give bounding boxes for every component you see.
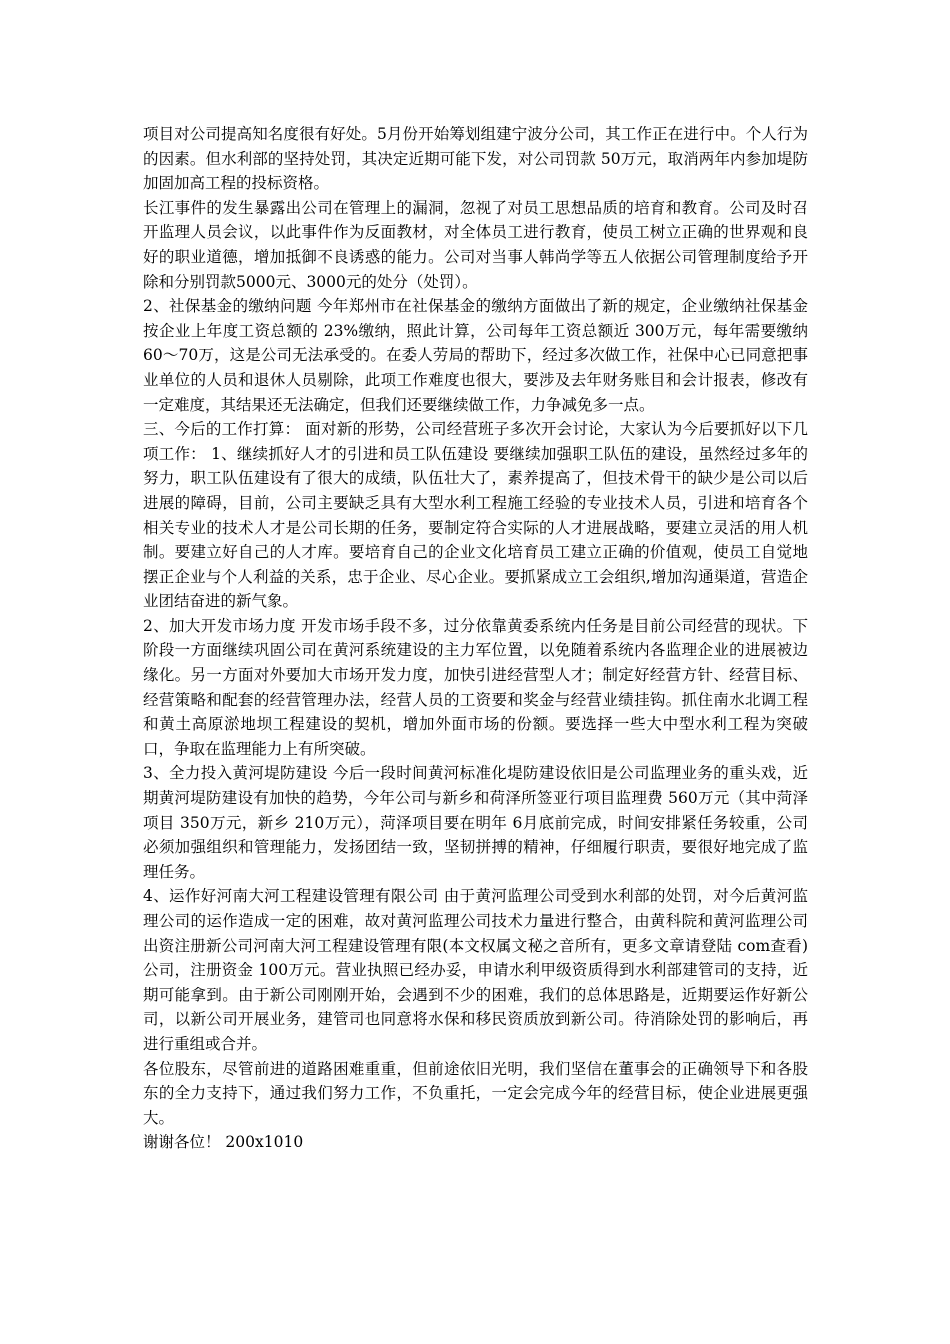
paragraph-new-company: 4、运作好河南大河工程建设管理有限公司 由于黄河监理公司受到水利部的处罚，对今后黄河监理公司的运作造成一定的困难，故对黄河监理公司技术力量进行整合，由黄科院和黄河监理公司出资注册新公司河南大河工程建设管理有限(本文权属文秘之音所有，更多文章请登陆 com查看)公司，注册资金 100万元。营业执照已经办妥，申请水利甲级资质得到水利部建管司的支持，近期可能拿到。由于新公司刚刚开始，会遇到不少的困难，我们的总体思路是，近期要运作好新公司，以新公司开展业务，建管司也同意将水保和移民资质放到新公司。待消除处罚的影响后，再进行重组或合并。 — [143, 887, 808, 1053]
paragraph-social-security: 2、社保基金的缴纳问题 今年郑州市在社保基金的缴纳方面做出了新的规定，企业缴纳社保基金按企业上年度工资总额的 23%缴纳，照此计算，公司每年工资总额近 300万元，每年需要缴纳 60～70万，这是公司无法承受的。在委人劳局的帮助下，经过多次做工作，社保中心已同意把事业单位的人员和退休人员剔除，此项工作难度也很大，要涉及去年财务账目和会计报表，修改有一定难度，其结果还无法确定，但我们还要继续做工作，力争减免多一点。 — [143, 297, 808, 414]
paragraph-thanks: 谢谢各位！ 200x1010 — [143, 1133, 304, 1152]
paragraph-intro: 项目对公司提高知名度很有好处。5月份开始筹划组建宁波分公司，其工作正在进行中。个人行为的因素。但水利部的坚持处罚，其决定近期可能下发，对公司罚款 50万元，取消两年内参加堤防加固加高工程的投标资格。 — [143, 125, 808, 193]
paragraph-yangtze-incident: 长江事件的发生暴露出公司在管理上的漏洞，忽视了对员工思想品质的培育和教育。公司及时召开监理人员会议，以此事件作为反面教材，对全体员工进行教育，使员工树立正确的世界观和良好的职业道德，增加抵御不良诱惑的能力。公司对当事人韩尚学等五人依据公司管理制度给予开除和分别罚款5000元、3000元的处分（处罚）。 — [143, 198, 808, 291]
paragraph-yellow-river-levee: 3、全力投入黄河堤防建设 今后一段时间黄河标准化堤防建设依旧是公司监理业务的重头戏，近期黄河堤防建设有加快的趋势，今年公司与新乡和荷泽所签亚行项目监理费 560万元（其中菏泽项目 350万元，新乡 210万元），菏泽项目要在明年 6月底前完成，时间安排紧任务较重，公司必须加强组织和管理能力，发扬团结一致，坚韧拼搏的精神，仔细履行职责，要很好地完成了监理任务。 — [143, 764, 808, 881]
document-body — [143, 122, 808, 1155]
paragraph-market-development: 2、加大开发市场力度 开发市场手段不多，过分依靠黄委系统内任务是目前公司经营的现状。下阶段一方面继续巩固公司在黄河系统建设的主力军位置，以免随着系统内各监理企业的进展被边缘化。另一方面对外要加大市场开发力度，加快引进经营型人才；制定好经营方针、经营目标、经营策略和配套的经营管理办法，经营人员的工资要和奖金与经营业绩挂钩。抓住南水北调工程和黄土高原淤地坝工程建设的契机，增加外面市场的份额。要选择一些大中型水利工程为突破口，争取在监理能力上有所突破。 — [143, 616, 808, 758]
paragraph-closing: 各位股东，尽管前进的道路困难重重，但前途依旧光明，我们坚信在董事会的正确领导下和各股东的全力支持下，通过我们努力工作，不负重托，一定会完成今年的经营目标，使企业进展更强大。 — [143, 1059, 808, 1127]
paragraph-future-plans-talent: 三、今后的工作打算： 面对新的形势，公司经营班子多次开会讨论，大家认为今后要抓好以下几项工作： 1、继续抓好人才的引进和员工队伍建设 要继续加强职工队伍的建设，虽然经过多年的努力，职工队伍建设有了很大的成绩，队伍壮大了，素养提高了，但技术骨干的缺少是公司以后进展的障碍，目前，公司主要缺乏具有大型水利工程施工经验的专业技术人员，引进和培育各个相关专业的技术人才是公司长期的任务，要制定符合实际的人才进展战略，要建立灵活的用人机制。要建立好自己的人才库。要培育自己的企业文化培育员工建立正确的价值观，使员工自觉地摆正企业与个人利益的关系，忠于企业、尽心企业。要抓紧成立工会组织,增加沟通渠道，营造企业团结奋进的新气象。 — [143, 420, 808, 611]
